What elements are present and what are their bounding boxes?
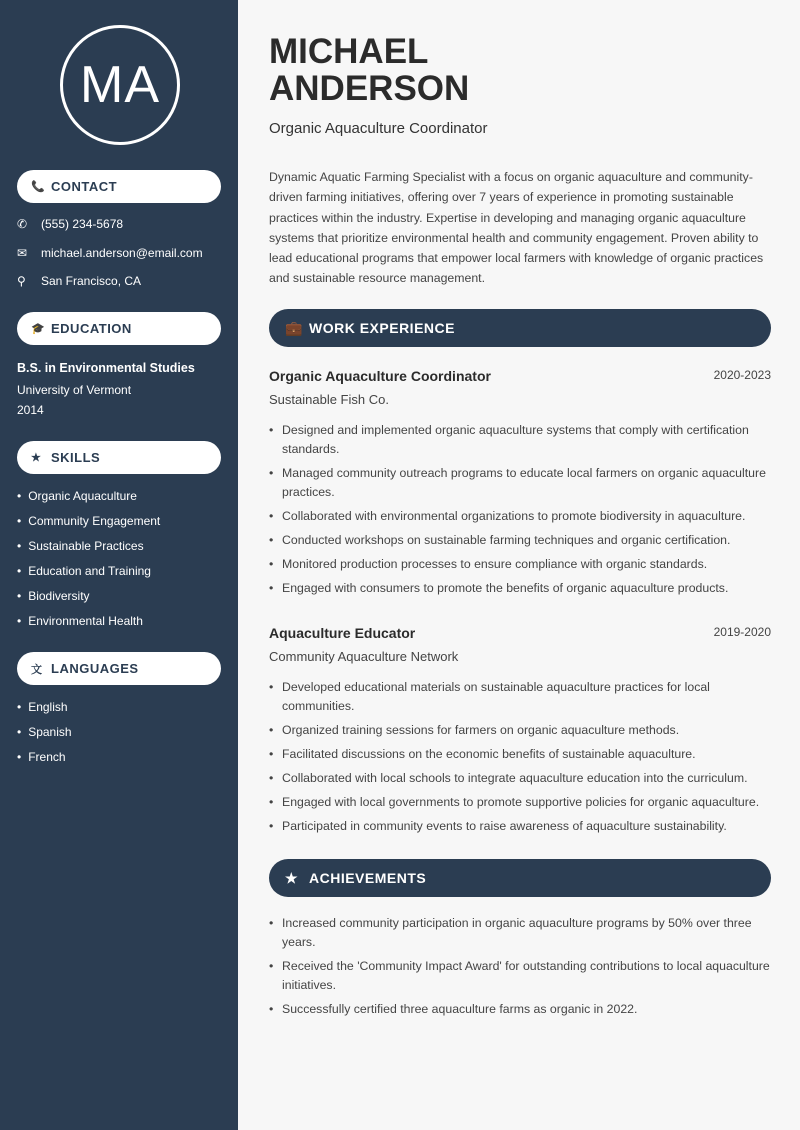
skill-item: • Sustainable Practices bbox=[17, 539, 160, 564]
job-entry bbox=[269, 625, 771, 841]
job-bullet: • Facilitated discussions on the economic benefits of sustainable aquaculture. bbox=[269, 745, 771, 764]
achievement-item: • Received the 'Community Impact Award' for outstanding contributions to local aquaculture initiatives. bbox=[269, 957, 771, 995]
job-title: Organic Aquaculture Coordinator bbox=[269, 120, 488, 137]
contact-location: ⚲ San Francisco, CA bbox=[17, 274, 142, 288]
job-bullet: • Managed community outreach programs to educate local farmers on organic aquaculture practices. bbox=[269, 464, 771, 502]
location-pin-icon: ⚲ bbox=[17, 274, 26, 288]
phone-icon: ✆ bbox=[17, 217, 28, 231]
contact-email: ✉ michael.anderson@email.com bbox=[17, 246, 203, 260]
education-degree: B.S. in Environmental Studies bbox=[17, 361, 195, 375]
achievements-list bbox=[269, 914, 771, 1024]
language-item: • French bbox=[17, 750, 72, 775]
language-item: • English bbox=[17, 700, 72, 725]
job-bullet: • Engaged with consumers to promote the benefits of organic aquaculture products. bbox=[269, 579, 771, 598]
skill-item: • Biodiversity bbox=[17, 589, 160, 614]
full-name: MICHAEL ANDERSON bbox=[269, 32, 470, 108]
graduation-cap-icon: 🎓 bbox=[31, 323, 46, 335]
achievement-item: • Successfully certified three aquaculture farms as organic in 2022. bbox=[269, 1000, 771, 1019]
skill-item: • Environmental Health bbox=[17, 614, 160, 639]
job-bullet: • Conducted workshops on sustainable farming techniques and organic certification. bbox=[269, 531, 771, 550]
job-bullet: • Developed educational materials on sustainable aquaculture practices for local communities. bbox=[269, 678, 771, 716]
job-title: Organic Aquaculture Coordinator bbox=[269, 368, 491, 384]
work-experience-heading: 💼 WORK EXPERIENCE bbox=[269, 309, 771, 347]
contact-heading: 📞 CONTACT bbox=[17, 170, 221, 203]
job-bullet: • Monitored production processes to ensure compliance with organic standards. bbox=[269, 555, 771, 574]
job-bullet: • Collaborated with environmental organizations to promote biodiversity in aquaculture. bbox=[269, 507, 771, 526]
job-company: Community Aquaculture Network bbox=[269, 649, 459, 664]
skills-list bbox=[17, 489, 160, 639]
skill-item: • Organic Aquaculture bbox=[17, 489, 160, 514]
star-icon: ★ bbox=[285, 869, 299, 886]
briefcase-icon: 💼 bbox=[285, 319, 303, 336]
achievements-heading: ★ ACHIEVEMENTS bbox=[269, 859, 771, 897]
phone-icon: 📞 bbox=[31, 181, 46, 193]
translate-icon: 文 bbox=[31, 663, 43, 676]
job-bullet: • Designed and implemented organic aquaculture systems that comply with certification standards. bbox=[269, 421, 771, 459]
languages-list bbox=[17, 700, 72, 775]
contact-phone: ✆ (555) 234-5678 bbox=[17, 217, 124, 231]
skill-item: • Education and Training bbox=[17, 564, 160, 589]
job-dates: 2019-2020 bbox=[713, 625, 771, 639]
skills-heading: ★ SKILLS bbox=[17, 441, 221, 474]
language-item: • Spanish bbox=[17, 725, 72, 750]
job-bullet: • Engaged with local governments to promote supportive policies for organic aquaculture. bbox=[269, 793, 771, 812]
job-bullet: • Participated in community events to raise awareness of aquaculture sustainability. bbox=[269, 817, 771, 836]
skill-item: • Community Engagement bbox=[17, 514, 160, 539]
sidebar bbox=[0, 0, 238, 1130]
education-school: University of Vermont bbox=[17, 383, 132, 397]
avatar-initials: MA bbox=[60, 25, 180, 145]
job-dates: 2020-2023 bbox=[713, 368, 771, 382]
education-year: 2014 bbox=[17, 403, 44, 417]
job-bullet: • Collaborated with local schools to integrate aquaculture education into the curriculum. bbox=[269, 769, 771, 788]
job-entry bbox=[269, 368, 771, 603]
languages-heading: 文 LANGUAGES bbox=[17, 652, 221, 685]
achievement-item: • Increased community participation in organic aquaculture programs by 50% over three years. bbox=[269, 914, 771, 952]
job-company: Sustainable Fish Co. bbox=[269, 392, 389, 407]
job-title: Aquaculture Educator bbox=[269, 625, 416, 641]
summary: Dynamic Aquatic Farming Specialist with a focus on organic aquaculture and community-driven farming initiatives, offering over 7 years of experience in promoting sustainable practices within the industry. Expertise in developing and managing organic aquaculture systems that prioritize environmental health and community engagement. Proven ability to lead educational programs that empower local farmers with knowledge of organic practices and sustainable resource management. bbox=[269, 170, 764, 286]
education-heading: 🎓 EDUCATION bbox=[17, 312, 221, 345]
job-bullet: • Organized training sessions for farmers on organic aquaculture methods. bbox=[269, 721, 771, 740]
star-icon: ★ bbox=[31, 452, 42, 464]
envelope-icon: ✉ bbox=[17, 246, 28, 260]
